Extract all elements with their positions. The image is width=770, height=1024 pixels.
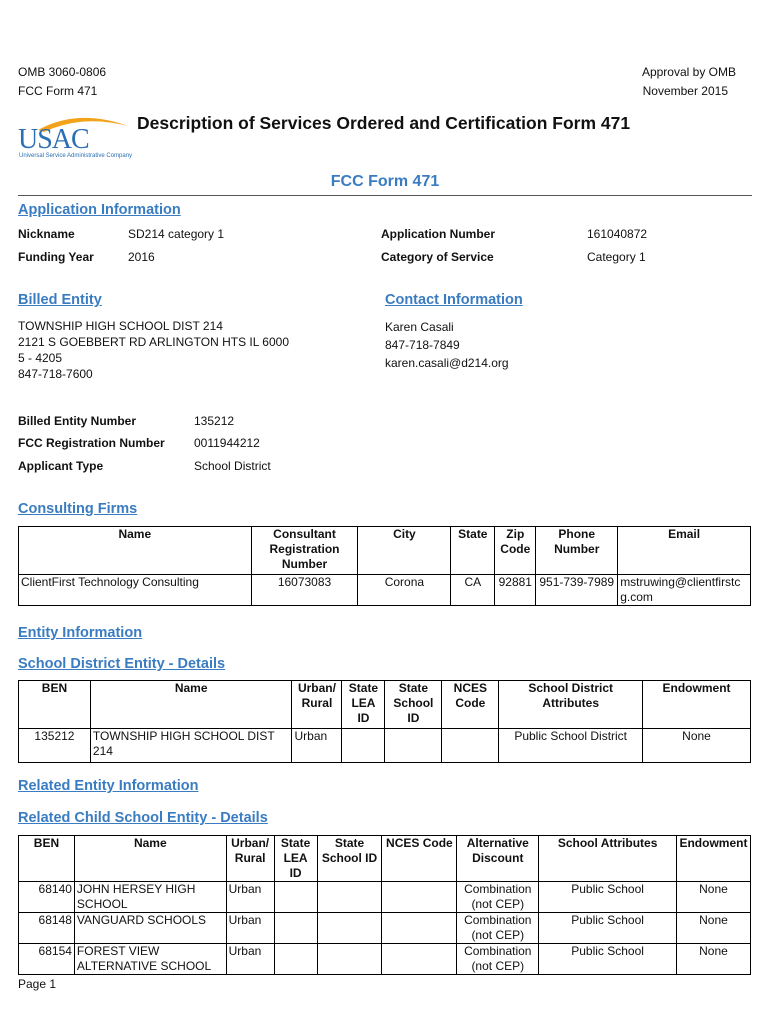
address-line: TOWNSHIP HIGH SCHOOL DIST 214: [18, 319, 223, 333]
column-header: State School ID: [317, 836, 382, 882]
column-header: Urban/ Rural: [226, 836, 274, 882]
contact-phone: 847-718-7849: [385, 338, 460, 352]
related-child-table: [18, 835, 751, 975]
table-cell: 68154: [19, 944, 75, 975]
table-header-row: [19, 836, 751, 882]
omb-number: OMB 3060-0806: [18, 65, 107, 79]
column-header: Urban/ Rural: [292, 681, 342, 729]
table-cell: 16073083: [251, 575, 358, 606]
funding-year-value: 2016: [128, 250, 155, 264]
table-cell: None: [676, 882, 750, 913]
column-header: Consultant Registration Number: [251, 527, 358, 575]
table-header-row: [19, 527, 751, 575]
table-cell: ClientFirst Technology Consulting: [19, 575, 252, 606]
column-header: Phone Number: [536, 527, 618, 575]
table-cell: 951-739-7989: [536, 575, 618, 606]
column-header: BEN: [19, 681, 91, 729]
address-line: 2121 S GOEBBERT RD ARLINGTON HTS IL 6000: [18, 335, 290, 349]
table-cell: Combination (not CEP): [457, 913, 539, 944]
table-cell: VANGUARD SCHOOLS: [74, 913, 226, 944]
column-header: Name: [19, 527, 252, 575]
table-cell: Urban: [292, 729, 342, 763]
table-cell: [317, 913, 382, 944]
table-cell: Combination (not CEP): [457, 944, 539, 975]
table-cell: 68140: [19, 882, 75, 913]
district-entity-table: [18, 680, 751, 763]
address-line: 847-718-7600: [18, 367, 93, 381]
table-cell: [385, 729, 442, 763]
column-header: Zip Code: [495, 527, 536, 575]
table-cell: [274, 882, 317, 913]
category-value: Category 1: [587, 250, 646, 264]
table-cell: None: [676, 944, 750, 975]
consulting-firms-heading: Consulting Firms: [18, 501, 138, 517]
table-cell: [442, 729, 499, 763]
table-cell: Urban: [226, 882, 274, 913]
applicant-type-label: Applicant Type: [18, 459, 104, 473]
contact-email: karen.casali@d214.org: [385, 356, 509, 370]
column-header: State School ID: [385, 681, 442, 729]
table-cell: Combination (not CEP): [457, 882, 539, 913]
district-entity-heading: School District Entity - Details: [18, 656, 226, 672]
approval-label: Approval by OMB: [641, 65, 736, 79]
column-header: Alternative Discount: [457, 836, 539, 882]
table-cell: JOHN HERSEY HIGH SCHOOL: [74, 882, 226, 913]
fcc-registration-label: FCC Registration Number: [18, 436, 165, 450]
fcc-registration-value: 0011944212: [194, 436, 260, 450]
table-cell: TOWNSHIP HIGH SCHOOL DIST 214: [90, 729, 292, 763]
table-cell: [274, 944, 317, 975]
contact-info-heading: Contact Information: [385, 292, 523, 308]
consulting-firms-table: [18, 526, 751, 606]
contact-name: Karen Casali: [385, 320, 454, 334]
table-cell: Public School District: [499, 729, 643, 763]
related-child-heading: Related Child School Entity - Details: [18, 810, 268, 826]
table-cell: Public School: [539, 913, 677, 944]
table-cell: Urban: [226, 944, 274, 975]
table-cell: None: [643, 729, 751, 763]
entity-info-heading: Entity Information: [18, 625, 143, 641]
table-cell: [382, 913, 457, 944]
table-cell: CA: [451, 575, 495, 606]
page-number: Page 1: [18, 977, 57, 991]
billed-entity-address: [18, 318, 289, 382]
column-header: State LEA ID: [274, 836, 317, 882]
column-header: City: [358, 527, 451, 575]
table-row: [19, 882, 751, 913]
column-header: State LEA ID: [342, 681, 385, 729]
table-cell: [274, 913, 317, 944]
column-header: State: [451, 527, 495, 575]
usac-logo: [18, 112, 136, 164]
table-cell: [342, 729, 385, 763]
column-header: BEN: [19, 836, 75, 882]
column-header: Endowment: [643, 681, 751, 729]
table-cell: None: [676, 913, 750, 944]
funding-year-label: Funding Year: [18, 250, 94, 264]
table-cell: Public School: [539, 944, 677, 975]
table-cell: [382, 882, 457, 913]
table-cell: 92881: [495, 575, 536, 606]
column-header: Endowment: [676, 836, 750, 882]
column-header: Name: [74, 836, 226, 882]
header-divider: [18, 195, 752, 196]
applicant-type-value: School District: [194, 459, 271, 473]
column-header: NCES Code: [442, 681, 499, 729]
table-cell: 68148: [19, 913, 75, 944]
logo-text: USAC: [18, 124, 89, 155]
billed-entity-number-value: 135212: [194, 414, 235, 428]
billed-entity-heading: Billed Entity: [18, 292, 102, 308]
table-cell: [317, 944, 382, 975]
table-row: [19, 944, 751, 975]
table-cell: [382, 944, 457, 975]
table-cell: Public School: [539, 882, 677, 913]
application-info-heading: Application Information: [18, 202, 181, 218]
column-header: NCES Code: [382, 836, 457, 882]
table-cell: Urban: [226, 913, 274, 944]
page-title: Description of Services Ordered and Certification Form 471: [137, 113, 631, 133]
contact-details: [385, 318, 509, 372]
logo-tagline: Universal Service Administrative Company: [19, 153, 133, 159]
nickname-label: Nickname: [18, 227, 75, 241]
table-cell: FOREST VIEW ALTERNATIVE SCHOOL: [74, 944, 226, 975]
category-label: Category of Service: [381, 250, 494, 264]
table-row: [19, 575, 751, 606]
table-cell: mstruwing@clientfirstcg.com: [618, 575, 751, 606]
table-cell: Corona: [358, 575, 451, 606]
application-number-label: Application Number: [381, 227, 496, 241]
column-header: Name: [90, 681, 292, 729]
address-line: 5 - 4205: [18, 351, 63, 365]
table-cell: [317, 882, 382, 913]
billed-entity-number-label: Billed Entity Number: [18, 414, 137, 428]
column-header: School District Attributes: [499, 681, 643, 729]
form-subtitle: FCC Form 471: [330, 173, 440, 190]
approval-date: November 2015: [642, 84, 728, 98]
column-header: Email: [618, 527, 751, 575]
related-entity-heading: Related Entity Information: [18, 778, 199, 794]
table-row: [19, 913, 751, 944]
application-number-value: 161040872: [587, 227, 648, 241]
nickname-value: SD214 category 1: [128, 227, 225, 241]
table-row: [19, 729, 751, 763]
column-header: School Attributes: [539, 836, 677, 882]
table-cell: 135212: [19, 729, 91, 763]
table-header-row: [19, 681, 751, 729]
form-code: FCC Form 471: [18, 84, 98, 98]
